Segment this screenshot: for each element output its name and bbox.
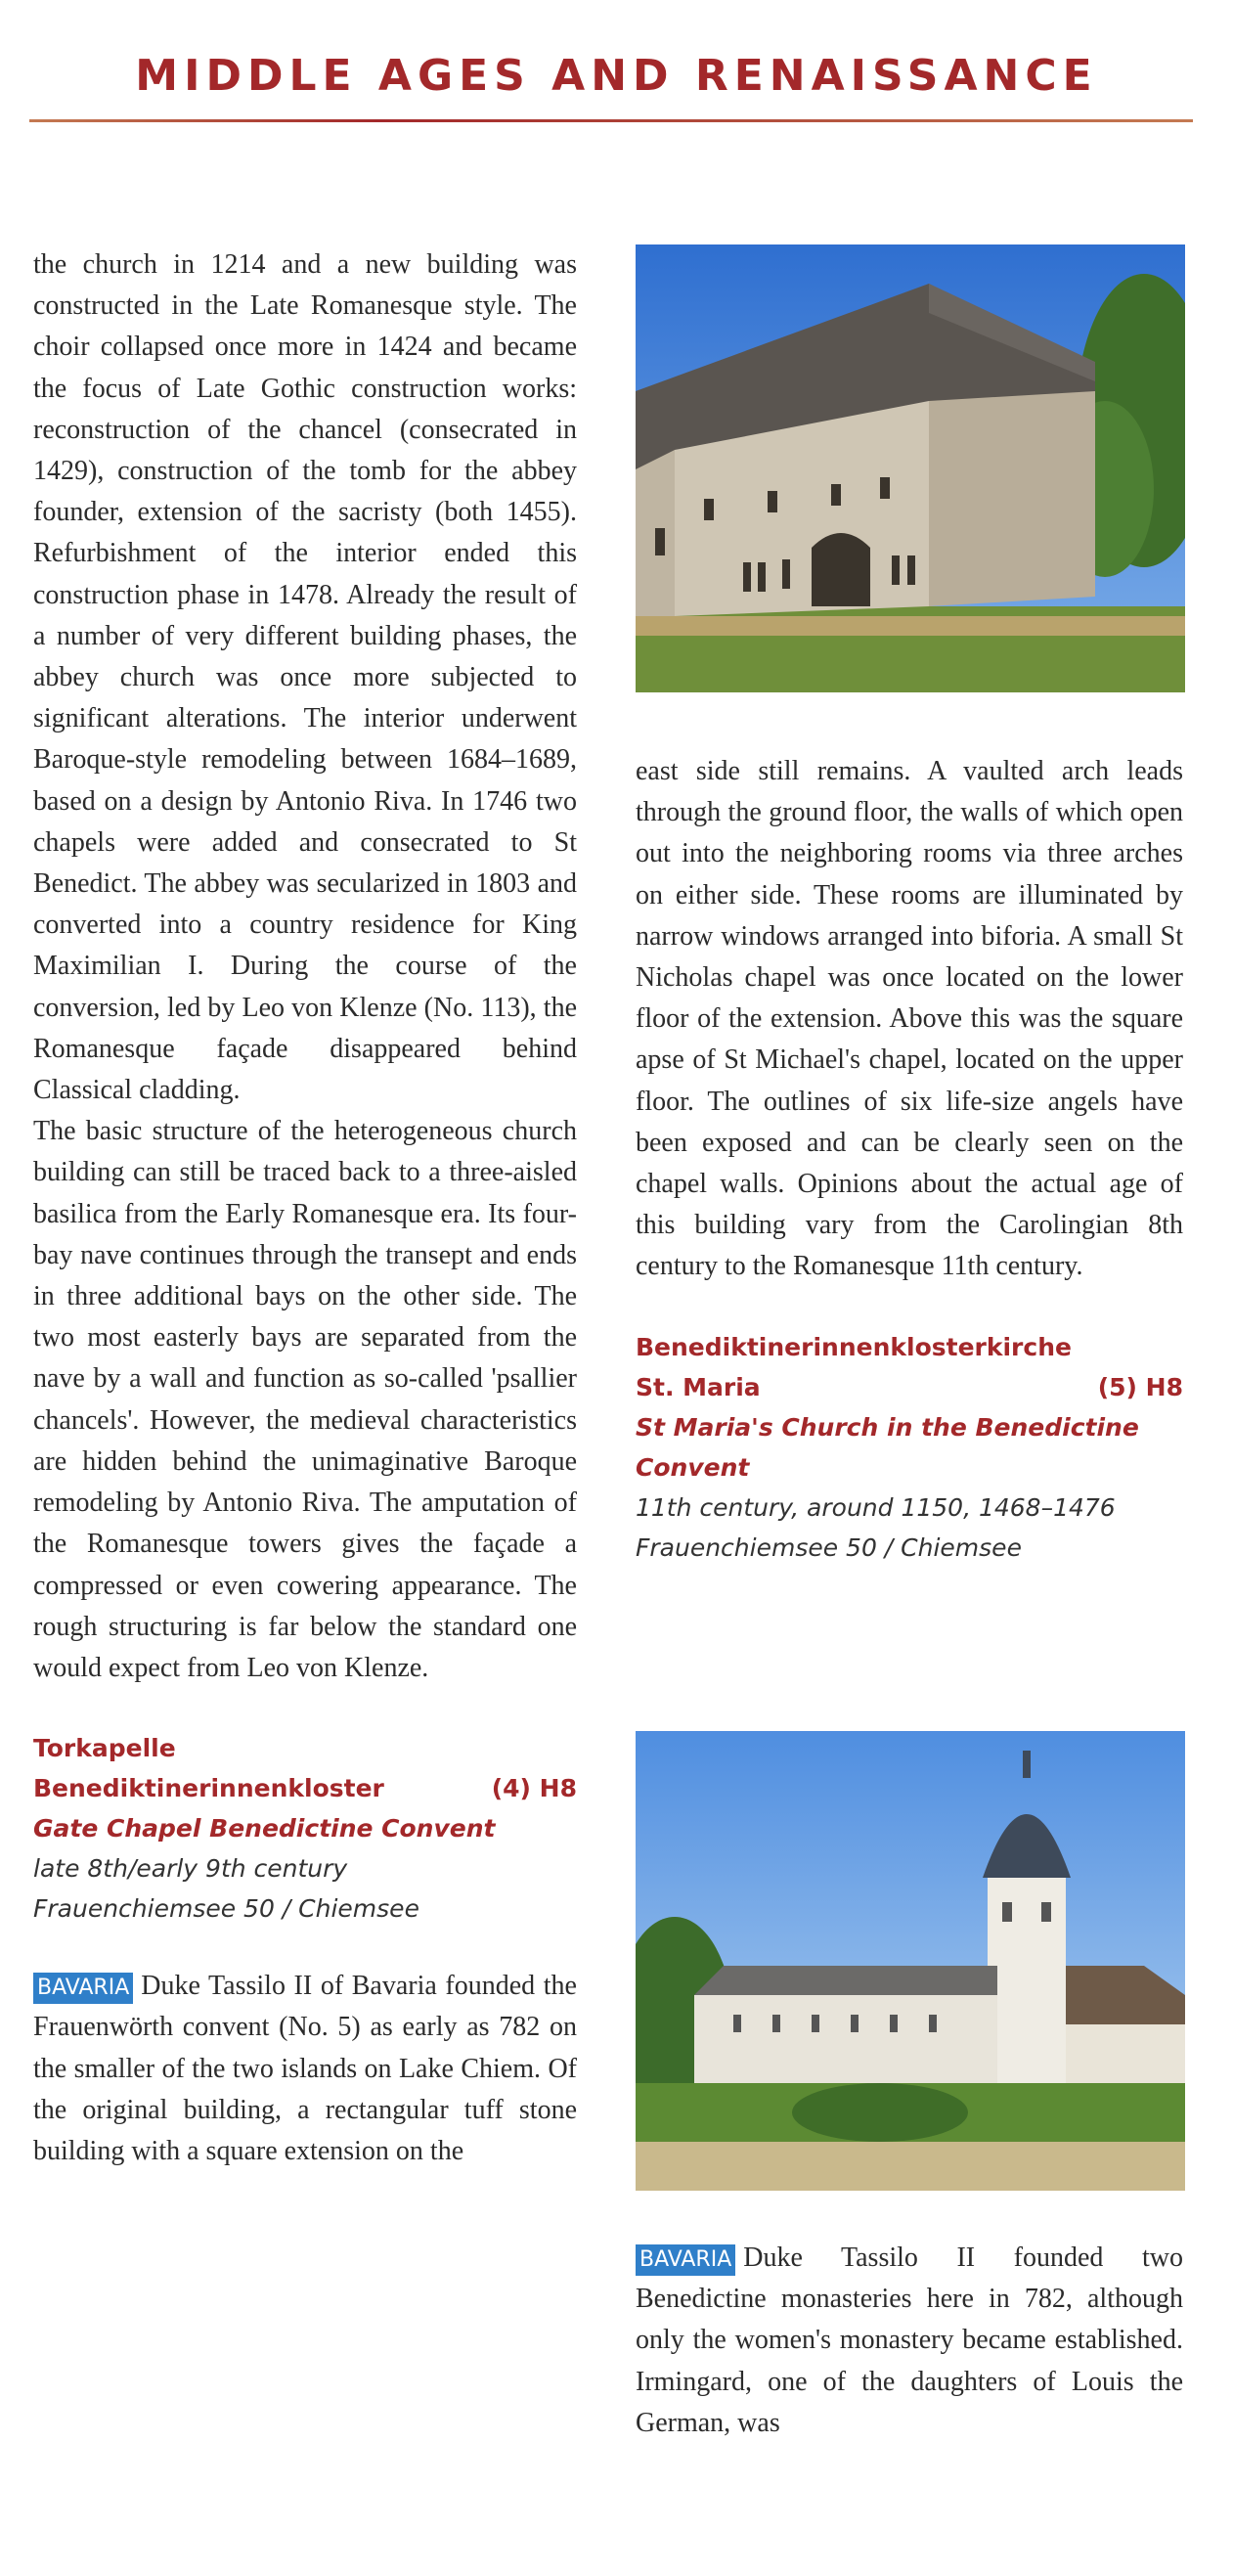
entry-5-date: 11th century, around 1150, 1468–1476 [636,1492,1116,1522]
right-paragraph-1: east side still remains. A vaulted arch leads through the ground floor, the walls of which open out into the neighboring rooms via three arches on either side. These rooms are illuminated by narrow windows arranged into biforia. A small St Nicholas chapel was once located on the lower floor of the extension. Above this was the square apse of St Michael's chapel, located on the upper floor. The outlines of six life-size angels have been exposed and can be clearly seen on the chapel walls. Opinions about the actual age of this building vary from the Carolingian 8th century to the Romanesque 11th century. [636,756,1183,1282]
region-badge: BAVARIA [636,2244,735,2276]
left-paragraph-3-text: Duke Tassilo II of Bavaria founded the Frauenwörth convent (No. 5) as early as 782 on the smaller of the two islands on Lake Chiem. Of the original building, a rectangular tuff stone building with a square extension on the [33,1971,577,2166]
spacer [33,1689,577,1728]
entry-5-location: Frauenchiemsee 50 / Chiemsee [636,1532,1022,1562]
spacer [33,1929,577,1966]
header-divider [29,119,1193,122]
entry-4-english-name: Gate Chapel Benedictine Convent [33,1814,496,1843]
right-paragraph-2-text: Duke Tassilo II founded two Benedictine monasteries here in 782, although only the women's monastery became established. Irmingard, one of the daughters of Louis the German, was [636,2243,1183,2438]
page-title: MIDDLE AGES AND RENAISSANCE [135,51,1098,101]
left-paragraph-1: the church in 1214 and a new building was constructed in the Late Romanesque style. The choir collapsed once more in 1424 and became the focus of Late Gothic construction works: reconstruction of the chancel (consecrated in 1429), construction of the tomb for the abbey founder, extension of the sacristy (both 1455). Refurbishment of the interior ended this construction phase in 1478. Already the result of a number of very different building phases, the abbey church was once more subjected to significant alterations. The interior underwent Baroque-style remodeling between 1684–1689, based on a design by Antonio Riva. In 1746 two chapels were added and consecrated to St Benedict. The abbey was secularized in 1803 and converted into a country residence for King Maximilian I. During the course of the conversion, led by Leo von Klenze (No. 113), the Romanesque façade disappeared behind Classical cladding. [33,249,577,1106]
region-badge: BAVARIA [33,1973,133,2004]
entry-4-date: late 8th/early 9th century [33,1854,348,1884]
entry-5-english-name: St Maria's Church in the Benedictine Convent [636,1412,1139,1482]
entry-4-name-line1: Torkapelle [33,1734,176,1763]
entry-5-name-row [636,1367,1183,1407]
spacer [636,1288,1183,1327]
entry-4-location: Frauenchiemsee 50 / Chiemsee [33,1894,419,1924]
left-paragraph-2: The basic structure of the heterogeneous church building can still be traced back to a three-aisled basilica from the Early Romanesque era. Its four-bay nave continues through the transept and ends in three additional bays on the other side. The two most easterly bays are separated from the nave by a wall and function as so-called 'psallier chancels'. However, the medieval characteristics are hidden behind the unimaginative Baroque remodeling by Antonio Riva. The amputation of the Romanesque towers gives the façade a compressed or even cowering appearance. The rough structuring is far below the standard one would expect from Leo von Klenze. [33,1116,577,1683]
entry-5-map-ref: (5) H8 [1097,1372,1183,1401]
entry-4-name-row [33,1768,577,1808]
gate-chapel-photo [636,244,1185,692]
st-maria-church-photo [636,1731,1185,2191]
entry-4-map-ref: (4) H8 [491,1774,577,1803]
right-paragraph-2 [636,2238,1183,2444]
right-column-bottom [636,2238,1183,2444]
entry-5-name-line2: St. Maria [636,1372,761,1401]
entry-4-name-line2: Benediktinerinnenkloster [33,1774,384,1803]
entry-5-name-line1: Benediktinerinnenklosterkirche [636,1332,1072,1361]
right-column [636,751,1183,1568]
left-column [33,244,577,2172]
left-paragraph-3 [33,1966,577,2172]
